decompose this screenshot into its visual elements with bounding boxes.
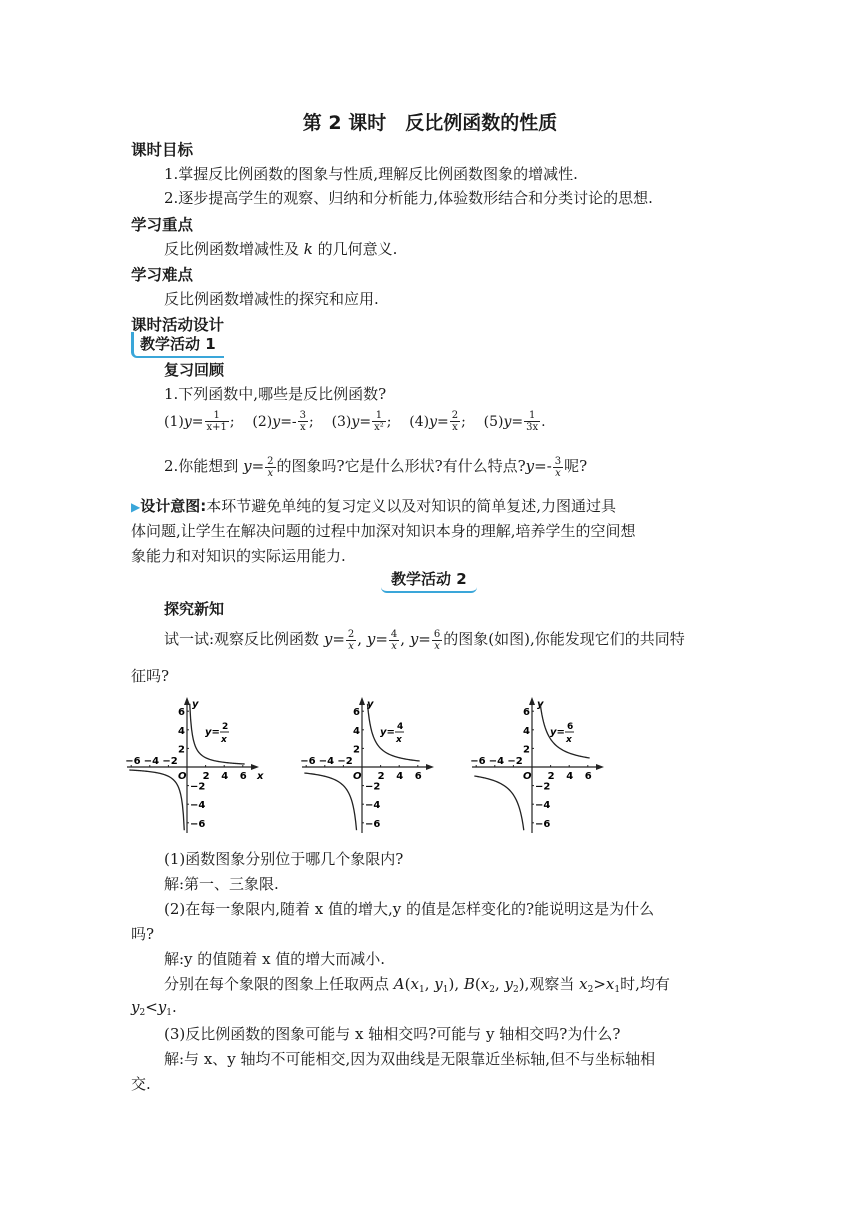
a1-answer: 解:第一、三象限. — [164, 875, 279, 893]
x-tick-label: −6 — [300, 756, 316, 767]
function-label-numerator: 4 — [397, 722, 404, 732]
a2-explain-line-2: $y_2<y_1$. — [131, 998, 177, 1018]
y-tick-label: −4 — [190, 800, 206, 812]
y-tick-label: −6 — [365, 818, 381, 830]
q2-line-2: 吗? — [131, 925, 155, 943]
y-axis-label: y — [367, 699, 374, 710]
x-arrow-icon — [596, 764, 604, 770]
origin-label: O — [523, 771, 532, 782]
y-arrow-icon — [359, 697, 365, 705]
option-3: (3)y= $\frac{1}{\text{x²}}$ ; — [331, 410, 405, 433]
option-5: (5)y= $\frac{1}{3x}$ . — [483, 410, 546, 433]
hyperbola-branch-q3 — [474, 776, 523, 830]
q1-quadrants: (1)函数图象分别位于哪几个象限内? — [164, 850, 404, 868]
y-tick-label: 4 — [178, 725, 185, 737]
try-text-line-2: 征吗? — [131, 667, 170, 685]
x-tick-label: 2 — [202, 771, 210, 782]
x-tick-label: 2 — [377, 771, 385, 782]
x-tick-label: −2 — [507, 756, 523, 767]
y-tick-label: 6 — [523, 707, 530, 719]
hyperbola-branch-q3 — [304, 773, 356, 830]
x-tick-label: −4 — [318, 756, 335, 767]
y-tick-label: 4 — [523, 725, 530, 737]
y-arrow-icon — [529, 697, 535, 705]
graph-1 — [125, 697, 264, 833]
y-tick-label: 2 — [353, 744, 360, 756]
review-heading: 复习回顾 — [164, 361, 225, 379]
x-tick-label: −4 — [488, 756, 505, 767]
x-tick-label: 6 — [414, 771, 422, 782]
y-tick-label: −2 — [190, 781, 206, 793]
activity-design-heading: 课时活动设计 — [131, 316, 225, 334]
goal-item-2: 2.逐步提高学生的观察、归纳和分析能力,体验数形结合和分类讨论的思想. — [164, 189, 653, 207]
graph-2 — [300, 697, 434, 833]
y-axis-label: y — [537, 699, 544, 710]
origin-label: O — [353, 771, 362, 782]
x-arrow-icon — [251, 764, 259, 770]
x-tick-label: 2 — [547, 771, 555, 782]
function-label-y: y= — [550, 727, 565, 738]
y-tick-label: 6 — [353, 707, 360, 719]
option-4: (4)y= $\frac{2}{x}$ ; — [409, 410, 480, 433]
function-label-denominator: x — [396, 735, 402, 745]
y-tick-label: −4 — [535, 800, 551, 812]
function-label-y: y= — [380, 727, 395, 738]
function-label-denominator: x — [566, 735, 572, 745]
origin-label: O — [178, 771, 187, 782]
graph-3 — [470, 697, 604, 833]
design-intent-line-3: 象能力和对知识的实际运用能力. — [131, 547, 346, 565]
y-tick-label: 6 — [178, 707, 185, 719]
x-tick-label: 6 — [239, 771, 247, 782]
activity-2-badge: 教学活动 2 — [381, 567, 477, 593]
x-tick-label: 4 — [566, 771, 574, 782]
a3-line-2: 交. — [131, 1075, 151, 1093]
y-tick-label: −2 — [365, 781, 381, 793]
q2-line-1: (2)在每一象限内,随着 x 值的增大,y 的值是怎样变化的?能说明这是为什么 — [164, 900, 655, 918]
x-arrow-icon — [426, 764, 434, 770]
hyperbola-branch-q1 — [540, 704, 589, 758]
x-tick-label: −4 — [143, 756, 160, 767]
difficulty-text: 反比例函数增减性的探究和应用. — [164, 290, 379, 308]
y-axis-label: y — [192, 699, 199, 710]
a2-answer: 解:y 的值随着 x 值的增大而减小. — [164, 950, 386, 968]
options-row — [164, 410, 546, 433]
x-tick-label: −2 — [162, 756, 178, 767]
y-tick-label: 2 — [178, 744, 185, 756]
x-axis-label: x — [257, 771, 264, 782]
function-label-numerator: 6 — [567, 722, 574, 732]
y-tick-label: −2 — [535, 781, 551, 793]
x-tick-label: −2 — [337, 756, 353, 767]
try-text-line-1: 试一试:观察反比例函数 y= $\frac{2}{x}$ , y= $\frac{4}{x}$ , y= $\frac{6}{x}$ 的图象(如图),你能发现它们的共同特 — [164, 628, 685, 652]
x-tick-label: 4 — [396, 771, 404, 782]
y-tick-label: −6 — [535, 818, 551, 830]
difficulty-heading: 学习难点 — [131, 266, 194, 284]
hyperbola-branch-q3 — [129, 770, 184, 830]
function-label-y: y= — [205, 727, 220, 738]
x-tick-label: 4 — [221, 771, 229, 782]
design-intent-line-2: 体问题,让学生在解决问题的过程中加深对知识本身的理解,培养学生的空间想 — [131, 522, 636, 540]
goal-item-1: 1.掌握反比例函数的图象与性质,理解反比例函数图象的增减性. — [164, 165, 578, 183]
graphs-figure — [120, 695, 740, 840]
x-tick-label: −6 — [125, 756, 141, 767]
function-label-numerator: 2 — [222, 722, 229, 732]
question-2: 2.你能想到 y= $\frac{2}{x}$ 的图象吗?它是什么形状?有什么特点?y=- $\frac{3}{x}$ 呢? — [164, 455, 588, 479]
key-point-heading: 学习重点 — [131, 216, 194, 234]
explore-heading: 探究新知 — [164, 600, 225, 618]
goals-heading: 课时目标 — [131, 141, 194, 159]
option-2: (2)y=- $\frac{3}{x}$ ; — [252, 410, 328, 433]
q3-intersect: (3)反比例函数的图象可能与 x 轴相交吗?可能与 y 轴相交吗?为什么? — [164, 1025, 621, 1043]
function-label-denominator: x — [221, 735, 227, 745]
x-tick-label: −6 — [470, 756, 486, 767]
option-1: (1)y= $\frac{1}{x+1}$ ; — [164, 410, 248, 433]
y-tick-label: 4 — [353, 725, 360, 737]
y-tick-label: −4 — [365, 800, 381, 812]
a2-explain-line-1: 分别在每个象限的图象上任取两点 $A(x_1$, $y_1$), $B(x_2$, $y_2$),观察当 $x_2>x_1$时,均有 — [164, 975, 670, 995]
question-1: 1.下列函数中,哪些是反比例函数? — [164, 385, 387, 403]
triangle-marker-icon: ▶ — [131, 500, 141, 514]
page-title: 第 2 课时 反比例函数的性质 — [302, 112, 558, 134]
x-tick-label: 6 — [584, 771, 592, 782]
y-tick-label: 2 — [523, 744, 530, 756]
y-tick-label: −6 — [190, 818, 206, 830]
design-intent-line-1: ▶设计意图:本环节避免单纯的复习定义以及对知识的简单复述,力图通过具 — [131, 497, 617, 515]
activity-1-badge: 教学活动 1 — [131, 332, 224, 358]
key-point-text: 反比例函数增减性及 k 的几何意义. — [164, 240, 398, 258]
a3-line-1: 解:与 x、y 轴均不可能相交,因为双曲线是无限靠近坐标轴,但不与坐标轴相 — [164, 1050, 656, 1068]
